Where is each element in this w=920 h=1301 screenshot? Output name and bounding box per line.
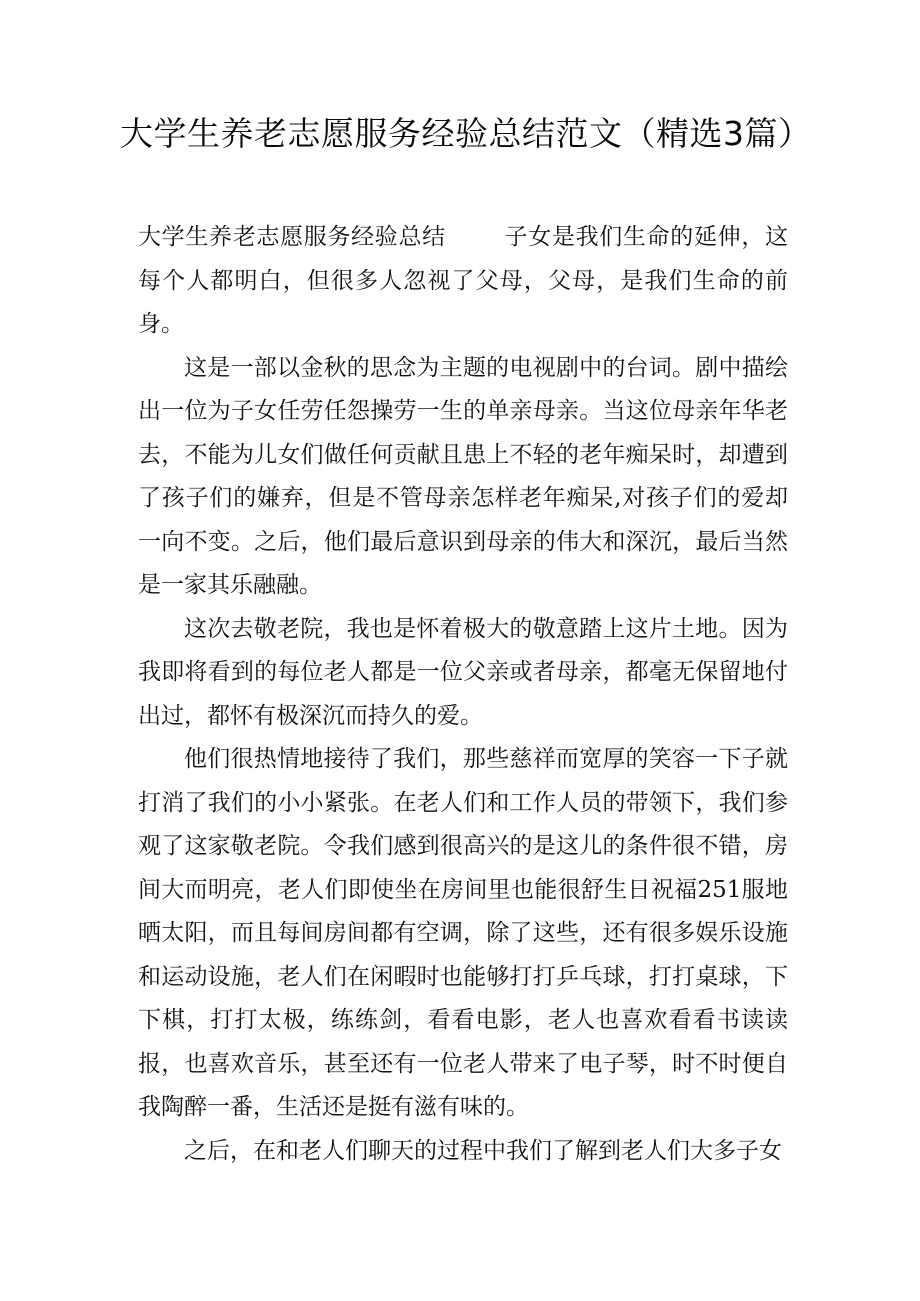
paragraph-2: 这次去敬老院，我也是怀着极大的敬意踏上这片土地。因为我即将看到的每位老人都是一位父亲或者母亲，都毫无保留地付出过，都怀有极深沉而持久的爱。 (138, 615, 788, 729)
intro-heading: 大学生养老志愿服务经验总结 (138, 224, 446, 250)
intro-paragraph (138, 216, 788, 347)
paragraph-4: 之后，在和老人们聊天的过程中我们了解到老人们大多子女 (184, 1137, 782, 1164)
document-title: 大学生养老志愿服务经验总结范文（精选3篇） (120, 114, 812, 153)
paragraph-3: 他们很热情地接待了我们，那些慈祥而宽厚的笑容一下子就打消了我们的小小紧张。在老人们和工作人员的带领下，我们参观了这家敬老院。令我们感到很高兴的是这儿的条件很不错，房间大而明亮，老人们即使坐在房间里也能很舒生日祝福251服地晒太阳，而且每间房间都有空调，除了这些，还有很多娱乐设施和运动设施，老人们在闲暇时也能够打打乒乓球，打打桌球，下下棋，打打太极，练练剑，看看电影，老人也喜欢看看书读读报，也喜欢音乐，甚至还有一位老人带来了电子琴，时不时便自我陶醉一番，生活还是挺有滋有味的。 (138, 746, 788, 1120)
document-body (138, 216, 788, 1173)
paragraph-1: 这是一部以金秋的思念为主题的电视剧中的台词。剧中描绘出一位为子女任劳任怨操劳一生的单亲母亲。当这位母亲年华老去，不能为儿女们做任何贡献且患上不轻的老年痴呆时，却遭到了孩子们的嫌弃，但是不管母亲怎样老年痴呆,对孩子们的爱却一向不变。之后，他们最后意识到母亲的伟大和深沉，最后当然是一家其乐融融。 (138, 354, 788, 598)
intro-text: 子女是我们生命的延伸，这每个人都明白，但很多人忽视了父母，父母，是我们生命的前身。 (138, 224, 789, 337)
